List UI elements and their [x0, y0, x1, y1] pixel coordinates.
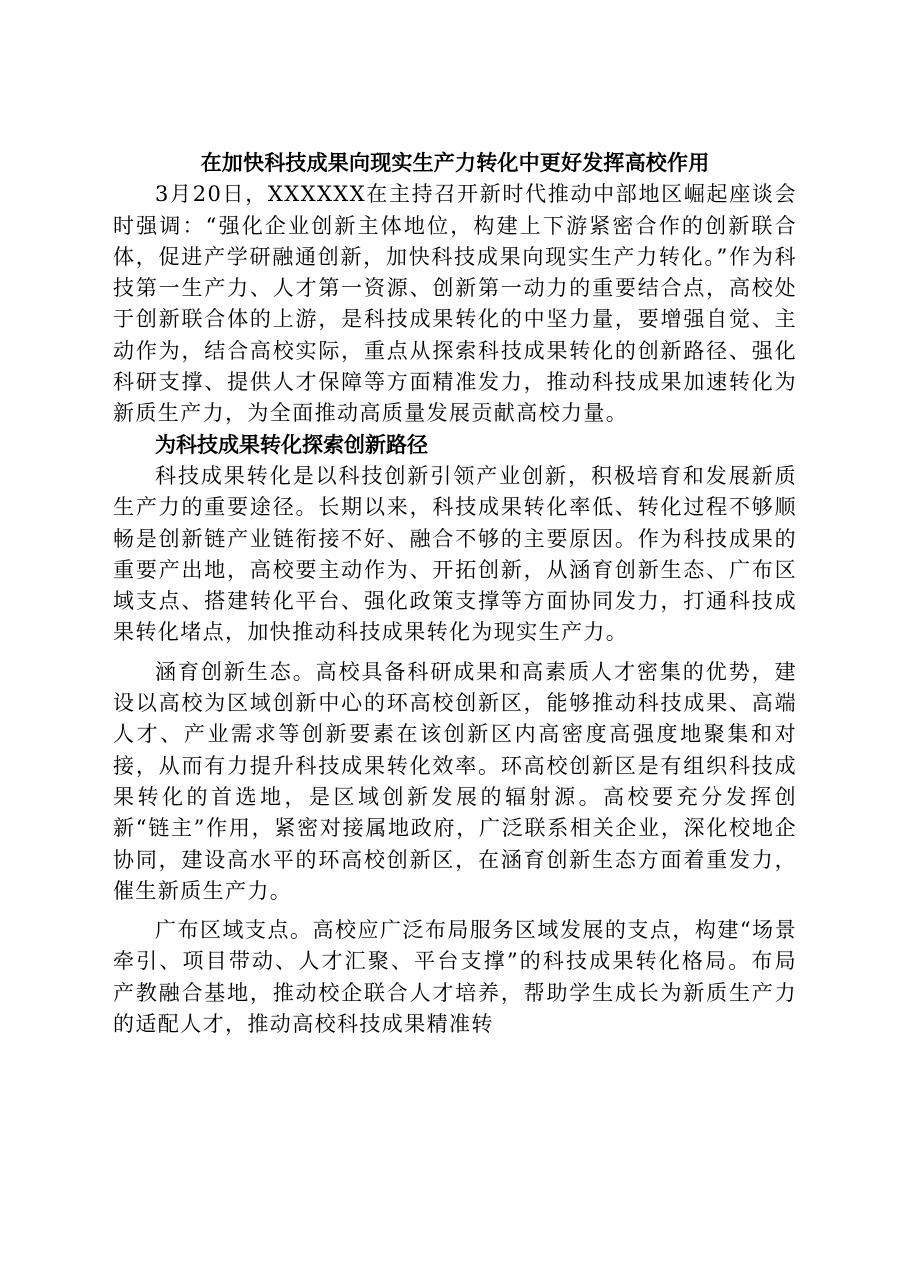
intro-paragraph: 3月20日，XXXXXX在主持召开新时代推动中部地区崛起座谈会时强调：“强化企业创新主体地位，构建上下游紧密合作的创新联合体，促进产学研融通创新，加快科技成果向现实生产力转化。”作为科技第一生产力、人才第一资源、创新第一动力的重要结合点，高校处于创新联合体的上游，是科技成果转化的中坚力量，要增强自觉、主动作为，结合高校实际，重点从探索科技成果转化的创新路径、强化科研支撑、提供人才保障等方面精准发力，推动科技成果加速转化为新质生产力，为全面推动高质量发展贡献高校力量。	[113, 182, 797, 426]
document-body	[113, 148, 797, 1040]
paragraph-2: 涵育创新生态。高校具备科研成果和高素质人才密集的优势，建设以高校为区域创新中心的环高校创新区，能够推动科技成果、高端人才、产业需求等创新要素在该创新区内高密度高强度地聚集和对接，从而有力提升科技成果转化效率。环高校创新区是有组织科技成果转化的首选地，是区域创新发展的辐射源。高校要充分发挥创新“链主”作用，紧密对接属地政府，广泛联系相关企业，深化校地企协同，建设高水平的环高校创新区，在涵育创新生态方面着重发力，催生新质生产力。	[113, 659, 797, 903]
section-heading: 为科技成果转化探索创新路径	[155, 432, 428, 457]
document-title: 在加快科技成果向现实生产力转化中更好发挥高校作用	[200, 151, 710, 175]
paragraph-3: 广布区域支点。高校应广泛布局服务区域发展的支点，构建“场景牵引、项目带动、人才汇聚、平台支撑”的科技成果转化格局。布局产教融合基地，推动校企联合人才培养，帮助学生成长为新质生产力的适配人才，推动高校科技成果精准转	[113, 918, 797, 1037]
paragraph-1: 科技成果转化是以科技创新引领产业创新，积极培育和发展新质生产力的重要途径。长期以来，科技成果转化率低、转化过程不够顺畅是创新链产业链衔接不好、融合不够的主要原因。作为科技成果的重要产出地，高校要主动作为、开拓创新，从涵育创新生态、广布区域支点、搭建转化平台、强化政策支撑等方面协同发力，打通科技成果转化堵点，加快推动科技成果转化为现实生产力。	[113, 463, 797, 645]
paragraph-gap	[113, 907, 797, 915]
paragraph-gap	[113, 649, 797, 657]
